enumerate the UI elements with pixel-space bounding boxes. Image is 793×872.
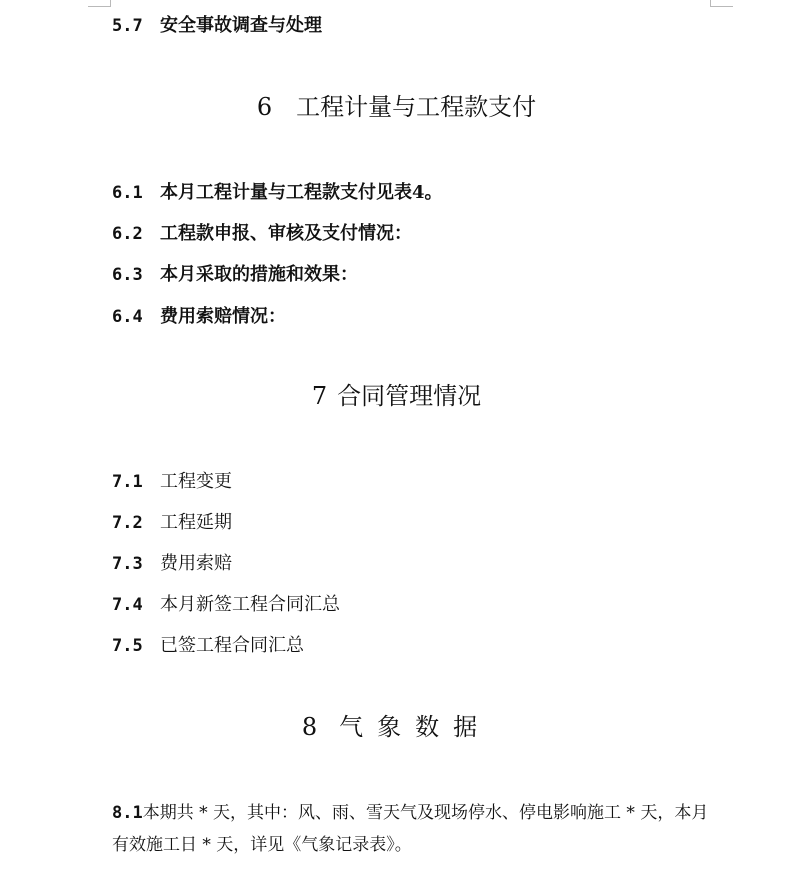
- chapter-6-heading: [0, 91, 793, 123]
- chapter-number: 6: [256, 93, 273, 121]
- section-number: 7.2: [112, 513, 143, 533]
- section-number: 6.3: [112, 265, 143, 285]
- section-text: 工程延期: [160, 512, 232, 533]
- chapter-title: 气象数据: [339, 713, 492, 741]
- section-number: 5.7: [112, 16, 143, 36]
- section-text: 本月新签工程合同汇总: [160, 594, 340, 615]
- page-corner-mark-right: [710, 0, 733, 7]
- section-text: 本月采取的措施和效果：: [160, 264, 358, 285]
- paragraph-text: 本期共 * 天，其中：风、雨、雪天气及现场停水、停电影响施工 * 天，本月有效施工日 * 天，详见《气象记录表》。: [112, 803, 709, 855]
- section-7-1: [112, 470, 232, 494]
- section-number: 7.3: [112, 554, 143, 574]
- section-number: 7.4: [112, 595, 143, 615]
- section-text: 费用索赔: [160, 553, 232, 574]
- chapter-8-heading: [0, 711, 793, 743]
- section-text: 费用索赔情况：: [160, 306, 286, 327]
- section-number: 7.5: [112, 636, 143, 656]
- section-6-4: [112, 305, 286, 329]
- section-7-3: [112, 552, 232, 576]
- section-5-7: [112, 14, 322, 38]
- section-6-1: [112, 181, 443, 205]
- section-number: 6.2: [112, 224, 143, 244]
- section-number: 6.1: [112, 183, 143, 203]
- section-text: 工程变更: [160, 471, 232, 492]
- section-6-2: [112, 222, 412, 246]
- section-7-2: [112, 511, 232, 535]
- chapter-number: 8: [301, 713, 318, 741]
- chapter-number: 7: [311, 382, 328, 410]
- section-text: 本月工程计量与工程款支付见表4。: [160, 182, 443, 203]
- paragraph-8-1: [112, 797, 712, 861]
- section-6-3: [112, 263, 358, 287]
- section-number: 7.1: [112, 472, 143, 492]
- section-7-5: [112, 634, 304, 658]
- section-7-4: [112, 593, 340, 617]
- section-text: 已签工程合同汇总: [160, 635, 304, 656]
- paragraph-number: 8.1: [112, 803, 143, 823]
- chapter-7-heading: [0, 380, 793, 412]
- section-text: 安全事故调查与处理: [160, 15, 322, 36]
- chapter-title: 工程计量与工程款支付: [296, 93, 537, 121]
- page-corner-mark-left: [88, 0, 111, 7]
- section-text: 工程款申报、审核及支付情况：: [160, 223, 412, 244]
- chapter-title: 合同管理情况: [337, 382, 482, 410]
- section-number: 6.4: [112, 307, 143, 327]
